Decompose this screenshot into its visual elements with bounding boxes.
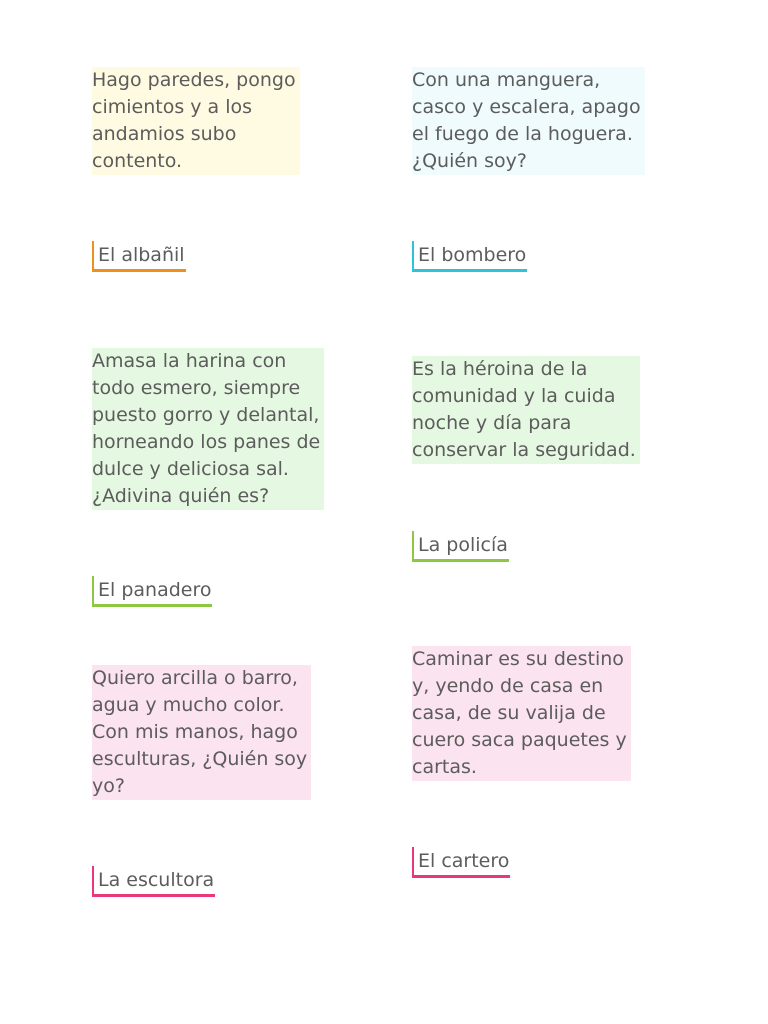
riddle-line: Con mis manos, hago — [92, 721, 302, 744]
riddle-line: casco y escalera, apago — [412, 96, 645, 119]
riddle-line: cartas. — [412, 756, 481, 779]
riddle-line: todo esmero, siempre — [92, 377, 304, 400]
answer-escultora: La escultora — [92, 866, 215, 897]
riddle-line: y, yendo de casa en — [412, 675, 607, 698]
riddle-line: Amasa la harina con — [92, 350, 290, 373]
riddle-line: comunidad y la cuida — [412, 385, 619, 408]
riddle-line: casa, de su valija de — [412, 702, 610, 725]
answer-cartero: El cartero — [412, 847, 510, 878]
riddle-albanil — [92, 67, 300, 175]
riddle-line: dulce y deliciosa sal. — [92, 458, 293, 481]
riddle-line: andamios subo — [92, 123, 240, 146]
riddle-line: horneando los panes de — [92, 431, 324, 454]
answer-policia: La policía — [412, 531, 509, 562]
riddle-line: noche y día para — [412, 412, 575, 435]
riddle-line: puesto gorro y delantal, — [92, 404, 323, 427]
answer-bombero: El bombero — [412, 241, 527, 272]
riddle-bombero — [412, 67, 645, 175]
riddle-line: ¿Quién soy? — [412, 150, 531, 173]
riddle-line: ¿Adivina quién es? — [92, 485, 273, 508]
riddle-line: cuero saca paquetes y — [412, 729, 631, 752]
riddle-line: Quiero arcilla o barro, — [92, 667, 302, 690]
answer-panadero: El panadero — [92, 576, 212, 607]
riddle-line: cimientos y a los — [92, 96, 256, 119]
answer-albanil: El albañil — [92, 241, 186, 272]
riddle-panadero — [92, 348, 324, 510]
riddle-line: contento. — [92, 150, 186, 173]
riddle-cartero — [412, 646, 631, 781]
riddle-line: conservar la seguridad. — [412, 439, 640, 462]
riddle-line: yo? — [92, 775, 129, 798]
riddle-line: Hago paredes, pongo — [92, 69, 300, 92]
riddle-line: agua y mucho color. — [92, 694, 289, 717]
riddle-line: el fuego de la hoguera. — [412, 123, 637, 146]
riddle-line: Caminar es su destino — [412, 648, 628, 671]
riddle-policia — [412, 356, 640, 464]
riddle-line: Es la héroina de la — [412, 358, 591, 381]
riddle-line: Con una manguera, — [412, 69, 604, 92]
riddle-escultora — [92, 665, 311, 800]
riddle-line: esculturas, ¿Quién soy — [92, 748, 311, 771]
